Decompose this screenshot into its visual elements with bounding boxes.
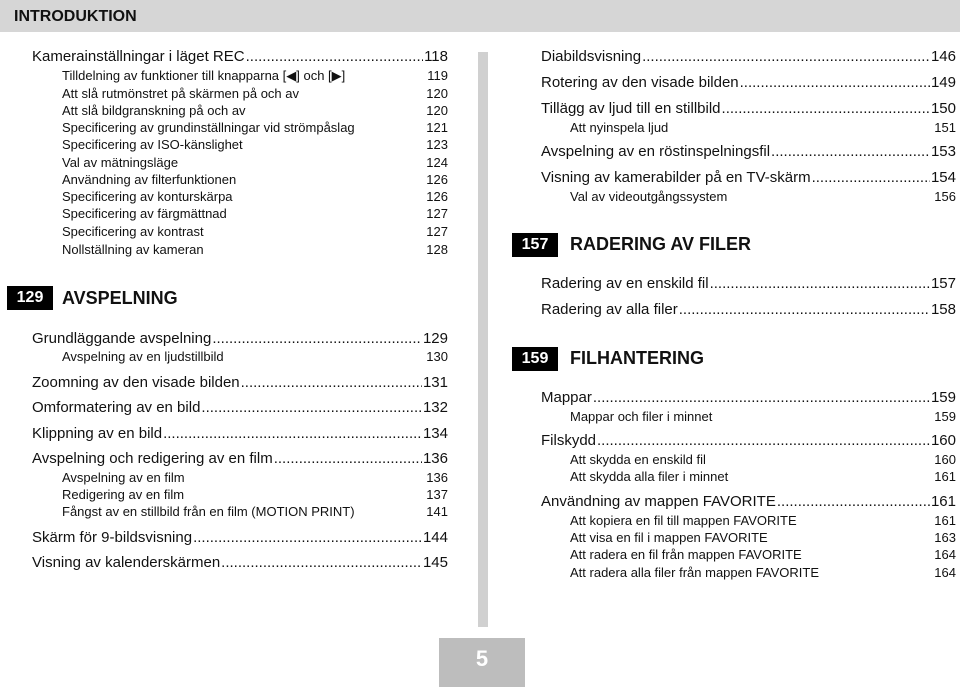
toc-entry[interactable] (570, 120, 956, 135)
toc-entry[interactable] (570, 409, 956, 424)
toc-entry[interactable] (62, 206, 448, 221)
toc-entry-title: Användning av mappen FAVORITE (541, 493, 776, 510)
header-bar (0, 0, 960, 32)
column-divider (478, 52, 488, 627)
toc-leader-dots (679, 301, 930, 318)
toc-entry[interactable] (62, 504, 448, 519)
toc-entry-title: Att kopiera en fil till mappen FAVORITE (570, 513, 797, 528)
toc-entry-page: 131 (422, 374, 448, 391)
toc-entry-title: Kamerainställningar i läget REC (32, 48, 245, 65)
toc-entry-page: 130 (426, 349, 448, 364)
toc-leader-dots (722, 100, 930, 117)
toc-leader-dots (642, 48, 930, 65)
toc-leader-dots (241, 374, 422, 391)
toc-entry-page: 161 (934, 469, 956, 484)
toc-entry-page: 158 (930, 301, 956, 318)
toc-entry-title: Specificering av konturskärpa (62, 189, 233, 204)
toc-entry-page: 119 (427, 68, 448, 83)
toc-leader-dots (740, 74, 930, 91)
toc-entry[interactable] (570, 513, 956, 528)
toc-leader-dots (597, 432, 930, 449)
toc-entry-page: 150 (930, 100, 956, 117)
toc-entry-title: Specificering av kontrast (62, 224, 204, 239)
toc-entry-page: 137 (426, 487, 448, 502)
toc-entry-page: 151 (934, 120, 956, 135)
toc-entry-page: 126 (426, 189, 448, 204)
toc-entry[interactable] (32, 450, 448, 467)
section-title-avspelning[interactable]: AVSPELNING (62, 288, 178, 308)
toc-entry-title: Avspelning av en ljudstillbild (62, 349, 224, 364)
toc-entry-page: 160 (934, 452, 956, 467)
section-number-radering: 157 (512, 233, 558, 257)
toc-entry[interactable] (541, 48, 956, 65)
page-number: 5 (439, 638, 525, 687)
toc-entry-title: Visning av kalenderskärmen (32, 554, 221, 571)
toc-leader-dots (771, 143, 930, 160)
toc-entry-title: Mappar (541, 389, 592, 406)
toc-leader-dots (193, 529, 422, 546)
toc-entry[interactable] (32, 554, 448, 571)
toc-entry-page: 163 (934, 530, 956, 545)
toc-entry-title: Att nyinspela ljud (570, 120, 669, 135)
toc-entry-page: 159 (934, 409, 956, 424)
toc-leader-dots (812, 169, 930, 186)
toc-entry-title: Radering av en enskild fil (541, 275, 709, 292)
toc-entry[interactable] (570, 530, 956, 545)
toc-entry-page: 164 (934, 565, 956, 580)
toc-entry-title: Att visa en fil i mappen FAVORITE (570, 530, 768, 545)
toc-leader-dots (274, 450, 422, 467)
toc-entry-title: Nollställning av kameran (62, 242, 204, 257)
toc-entry[interactable] (541, 301, 956, 318)
toc-entry-page: 154 (930, 169, 956, 186)
toc-entry[interactable] (541, 169, 956, 186)
toc-entry[interactable] (570, 565, 956, 580)
page-title: INTRODUKTION (14, 8, 137, 25)
toc-entry-title: Redigering av en film (62, 487, 185, 502)
toc-entry[interactable] (62, 470, 448, 485)
section-title-filhantering[interactable]: FILHANTERING (570, 348, 704, 368)
toc-entry[interactable] (62, 103, 448, 118)
toc-entry[interactable] (541, 100, 956, 117)
toc-entry-title: Fångst av en stillbild från en film (MOTION PRINT) (62, 504, 355, 519)
toc-entry-title: Att radera alla filer från mappen FAVORITE (570, 565, 820, 580)
toc-leader-dots (201, 399, 422, 416)
toc-entry-page: 124 (426, 155, 448, 170)
toc-entry-title: Specificering av ISO-känslighet (62, 137, 243, 152)
toc-entry-page: 144 (422, 529, 448, 546)
toc-entry-title: Att radera en fil från mappen FAVORITE (570, 547, 802, 562)
toc-entry[interactable] (32, 374, 448, 391)
section-title-radering[interactable]: RADERING AV FILER (570, 234, 752, 254)
toc-entry[interactable] (541, 143, 956, 160)
toc-entry[interactable] (62, 137, 448, 152)
toc-entry-page: 126 (426, 172, 448, 187)
toc-entry-title: Radering av alla filer (541, 301, 678, 318)
toc-entry-page: 134 (422, 425, 448, 442)
toc-leader-dots (163, 425, 422, 442)
toc-entry-title: Omformatering av en bild (32, 399, 201, 416)
toc-entry[interactable] (570, 547, 956, 562)
toc-entry[interactable] (570, 469, 956, 484)
toc-entry-page: 123 (426, 137, 448, 152)
toc-entry-title: Visning av kamerabilder på en TV-skärm (541, 169, 811, 186)
toc-entry-title: Att skydda en enskild fil (570, 452, 706, 467)
toc-entry-title: Val av videoutgångssystem (570, 189, 728, 204)
toc-entry-title: Zoomning av den visade bilden (32, 374, 240, 391)
toc-entry-title: Val av mätningsläge (62, 155, 179, 170)
toc-entry-page: 129 (422, 330, 448, 347)
toc-entry-title: Specificering av färgmättnad (62, 206, 227, 221)
toc-entry-page: 156 (934, 189, 956, 204)
toc-entry-page: 136 (426, 470, 448, 485)
toc-entry-title: Tilldelning av funktioner till knapparna [◀] och [▶] (62, 68, 346, 83)
toc-entry[interactable] (62, 172, 448, 187)
toc-entry[interactable] (32, 529, 448, 546)
toc-entry[interactable] (541, 74, 956, 91)
toc-entry-title: Att skydda alla filer i minnet (570, 469, 729, 484)
toc-entry[interactable] (62, 224, 448, 239)
toc-entry-page: 128 (426, 242, 448, 257)
toc-leader-dots (221, 554, 422, 571)
toc-entry-page: 164 (934, 547, 956, 562)
toc-entry-title: Att slå bildgranskning på och av (62, 103, 246, 118)
toc-entry-title: Tillägg av ljud till en stillbild (541, 100, 721, 117)
toc-entry-page: 160 (930, 432, 956, 449)
toc-entry-page: 141 (426, 504, 448, 519)
toc-entry[interactable] (62, 86, 448, 101)
toc-entry-title: Avspelning av en film (62, 470, 185, 485)
toc-entry[interactable] (570, 189, 956, 204)
toc-entry[interactable] (570, 452, 956, 467)
toc-entry-page: 145 (422, 554, 448, 571)
toc-entry[interactable] (62, 349, 448, 364)
toc-entry[interactable] (32, 330, 448, 347)
toc-entry-page: 120 (426, 103, 448, 118)
toc-leader-dots (593, 389, 930, 406)
toc-entry-title: Användning av filterfunktionen (62, 172, 237, 187)
toc-entry[interactable] (62, 155, 448, 170)
toc-leader-dots (212, 330, 422, 347)
toc-entry-page: 127 (426, 224, 448, 239)
toc-entry-page: 157 (930, 275, 956, 292)
toc-entry[interactable] (541, 389, 956, 406)
toc-entry-title: Grundläggande avspelning (32, 330, 212, 347)
toc-entry[interactable] (62, 68, 448, 84)
toc-entry-page: 161 (930, 493, 956, 510)
toc-entry-page: 121 (426, 120, 448, 135)
toc-entry-title: Diabildsvisning (541, 48, 642, 65)
toc-entry[interactable] (541, 493, 956, 510)
toc-entry-page: 136 (422, 450, 448, 467)
toc-leader-dots (246, 48, 423, 65)
section-number-filhantering: 159 (512, 347, 558, 371)
toc-entry-page: 146 (930, 48, 956, 65)
toc-entry[interactable] (541, 275, 956, 292)
toc-entry-page: 153 (930, 143, 956, 160)
toc-entry-title: Avspelning av en röstinspelningsfil (541, 143, 771, 160)
toc-entry-page: 118 (424, 48, 448, 65)
toc-entry[interactable] (32, 48, 448, 65)
toc-entry-page: 161 (934, 513, 956, 528)
toc-entry-title: Att slå rutmönstret på skärmen på och av (62, 86, 299, 101)
toc-leader-dots (710, 275, 930, 292)
section-number-avspelning: 129 (7, 286, 53, 310)
toc-entry[interactable] (62, 487, 448, 502)
toc-entry[interactable] (62, 189, 448, 204)
toc-entry-page: 127 (426, 206, 448, 221)
toc-entry[interactable] (62, 242, 448, 257)
toc-entry-title: Skärm för 9-bildsvisning (32, 529, 193, 546)
toc-entry-title: Mappar och filer i minnet (570, 409, 713, 424)
toc-entry-page: 149 (930, 74, 956, 91)
toc-leader-dots (777, 493, 930, 510)
toc-entry[interactable] (32, 399, 448, 416)
toc-entry-title: Rotering av den visade bilden (541, 74, 739, 91)
toc-entry-page: 132 (422, 399, 448, 416)
toc-entry-page: 159 (930, 389, 956, 406)
toc-entry[interactable] (32, 425, 448, 442)
toc-entry-page: 120 (426, 86, 448, 101)
toc-entry-title: Klippning av en bild (32, 425, 163, 442)
toc-entry[interactable] (62, 120, 448, 135)
toc-entry-title: Specificering av grundinställningar vid strömpåslag (62, 120, 355, 135)
toc-entry-title: Avspelning och redigering av en film (32, 450, 273, 467)
toc-entry[interactable] (541, 432, 956, 449)
toc-entry-title: Filskydd (541, 432, 597, 449)
